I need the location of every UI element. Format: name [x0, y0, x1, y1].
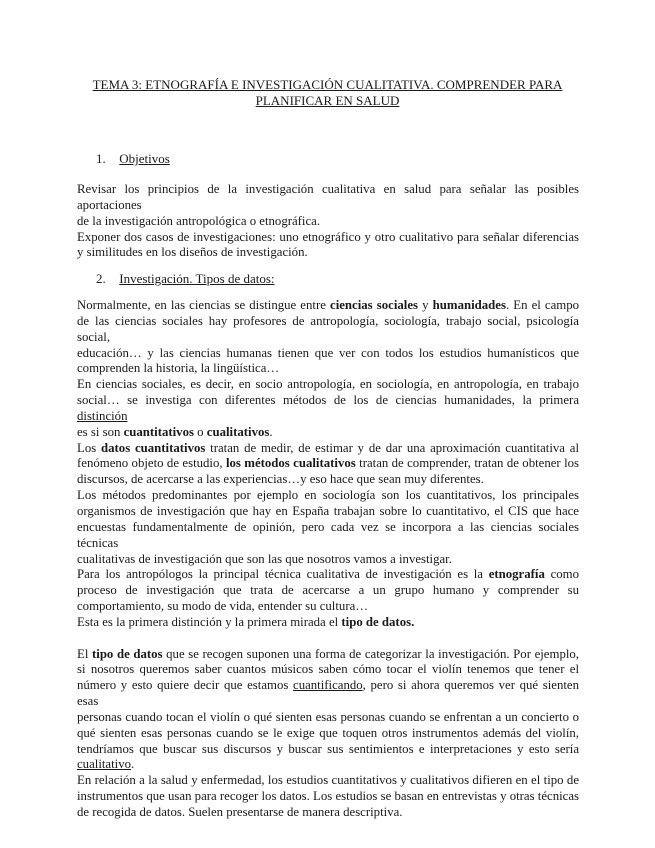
text-line: Los métodos predominantes por ejemplo en sociología son los cuantitativos, los principales	[77, 488, 579, 503]
bold-term: los métodos cualitativos	[225, 456, 356, 471]
text-line: número y esto quiere decir que estamos cuantificando, pero si ahora queremos ver qué sienten esas	[77, 678, 579, 709]
text-line: tendríamos que buscar sus discursos y buscar sus sentimientos e interpretaciones y esto sería	[77, 741, 579, 756]
bold-term: tipo de datos	[92, 646, 163, 661]
text-line: En ciencias sociales, es decir, en socio antropología, en sociología, en antropología, en trabajo	[77, 377, 579, 392]
bold-term: datos cuantitativos	[101, 440, 206, 455]
bold-term: tipo de datos.	[341, 614, 415, 629]
tipos-de-datos-paragraphs	[77, 298, 579, 821]
title-line-1: TEMA 3: ETNOGRAFÍA E INVESTIGACIÓN CUALITATIVA. COMPRENDER PARA	[92, 77, 563, 92]
text-line: Normalmente, en las ciencias se distingue entre ciencias sociales y humanidades. En el campo	[77, 298, 580, 312]
underlined-term: cuantificando	[293, 678, 363, 693]
text-line: instrumentos que usan para recoger los datos. Los estudios se basan en entrevistas y otras técnicas	[77, 789, 579, 804]
text-line: y similitudes en los diseños de investigación.	[77, 245, 308, 260]
text-line: de la investigación antropológica o etnográfica.	[77, 213, 321, 228]
text-line: En relación a la salud y enfermedad, los estudios cuantitativos y cualitativos difieren en el tipo de	[77, 773, 579, 788]
underlined-term: distinción	[77, 408, 128, 423]
text-line: comprenden la historia, la lingüística…	[77, 361, 280, 376]
section-heading-objetivos	[96, 151, 170, 167]
text-line: El tipo de datos que se recogen suponen una forma de categorizar la investigación. Por ejemplo,	[77, 646, 579, 661]
text-line: es si son cuantitativos o cualitativos.	[77, 424, 273, 439]
text-line: si nosotros queremos saber cuantos músicos saben cómo tocar el violín tenemos que tener el	[77, 662, 579, 677]
section-heading-tipos-de-datos	[96, 271, 275, 287]
text-line: de recogida de datos. Suelen presentarse de manera descriptiva.	[77, 805, 403, 819]
text-line: de las ciencias sociales hay profesores de antropología, sociología, trabajo social, psicología social,	[77, 313, 579, 344]
text-line: Revisar los principios de la investigación cualitativa en salud para señalar las posibles aportaciones	[77, 182, 579, 212]
text-line: Esta es la primera distinción y la primera mirada el tipo de datos.	[77, 614, 415, 629]
section-title: Investigación. Tipos de datos:	[119, 271, 275, 286]
text-line: educación… y las ciencias humanas tienen que ver con todos los estudios humanísticos que	[77, 345, 579, 360]
bold-term: ciencias sociales	[330, 298, 419, 312]
section-number: 2.	[96, 271, 106, 286]
text-line: fenómeno objeto de estudio, los métodos cualitativos tratan de comprender, tratan de obtener los	[77, 456, 580, 471]
text-line: organismos de investigación que hay en España trabajan sobre lo cuantitativo, el CIS que hace	[77, 503, 579, 518]
title-line-2: PLANIFICAR EN SALUD	[255, 93, 400, 108]
text-line: Para los antropólogos la principal técnica cualitativa de investigación es la etnografía como	[77, 567, 580, 582]
text-line: discursos, de acercarse a las experiencias…y eso hace que sean muy diferentes.	[77, 472, 484, 487]
text-line: cualitativas de investigación que son las que nosotros vamos a investigar.	[77, 551, 452, 566]
underlined-term: cualitativo	[77, 757, 132, 772]
document-title	[60, 77, 595, 109]
bold-term: cuantitativos	[123, 424, 194, 439]
objetivos-paragraphs	[77, 182, 579, 261]
section-title: Objetivos	[119, 151, 170, 166]
text-line: Los datos cuantitativos tratan de medir, de estimar y de dar una aproximación cuantitativa al	[77, 440, 580, 455]
paragraph-gap	[77, 631, 579, 647]
section-number: 1.	[96, 151, 106, 166]
bold-term: etnografía	[488, 567, 545, 582]
text-line: social… se investiga con diferentes métodos de los de ciencias humanidades, la primera distinción	[77, 393, 579, 423]
text-line: personas cuando tocan el violín o qué sienten esas personas cuando se enfrentan a un concierto o	[77, 709, 579, 724]
text-line: proceso de investigación que trata de acercarse a un grupo humano y comprender su	[77, 583, 579, 598]
text-line: qué sienten esas personas cuando se le exige que toquen otros instrumentos además del violín,	[77, 725, 579, 740]
text-line: comportamiento, su modo de vida, entender su cultura…	[77, 599, 369, 614]
bold-term: cualitativos	[206, 424, 270, 439]
text-line: cualitativo.	[77, 757, 135, 772]
text-line: encuestas fundamentalmente de opinión, pero cada vez se incorpora a las ciencias sociales técnicas	[77, 519, 579, 550]
bold-term: humanidades	[432, 298, 506, 312]
text-line: Exponer dos casos de investigaciones: uno etnográfico y otro cualitativo para señalar diferencias	[77, 229, 579, 244]
